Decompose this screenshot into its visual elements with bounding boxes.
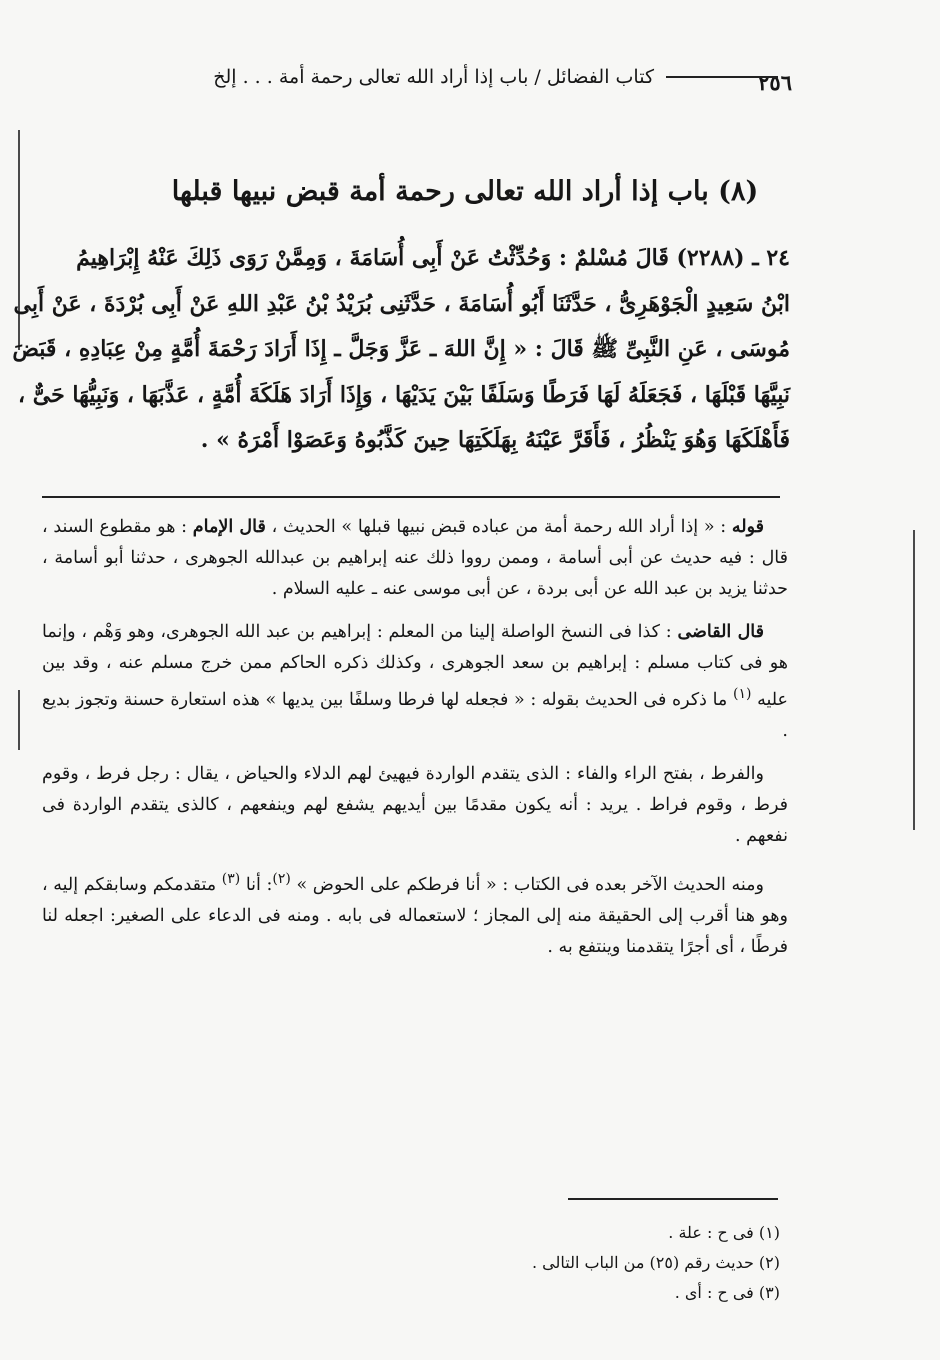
page-number: ٢٥٦ [758, 70, 792, 95]
commentary-text: ومنه الحديث الآخر بعده فى الكتاب : « أنا فرطكم على الحوض » [290, 874, 764, 895]
lead-term: قال القاضى [677, 622, 764, 642]
commentary-text: متقدمكم وسابقكم إليه ، وهو هنا أقرب إلى الحقيقة منه إلى المجاز ؛ لاستعماله فى بابه . ومنه فى الدعاء على الصغير: اجعله لنا فرطًا ، أى أجرًا يتقدمنا وينتفع به . [42, 874, 788, 957]
commentary-paragraph: والفرط ، بفتح الراء والفاء : الذى يتقدم الواردة فيهيئ لهم الدلاء والحياض ، يقال : رجل فرط ، وقوم فرط ، وقوم فراط . يريد : أنه يكون مقدمًا بين أيديهم يشفع لهم وينفعهم ، كالذى يتقدم الواردة فى نفعهم . [42, 763, 788, 846]
footnote-ref: (١) [732, 686, 752, 702]
commentary-text: ما ذكره فى الحديث بقوله : « فجعله لها فرطا وسلفًا بين يديها » هذه استعارة حسنة وتجوز بديع . [42, 689, 788, 741]
commentary-paragraph [42, 512, 788, 605]
footnote: (٢) حديث رقم (٢٥) من الباب التالى . [532, 1253, 780, 1272]
hadith-line: مُوسَى ، عَنِ النَّبِىِّ ﷺ قَالَ : « إِنَّ اللهَ ـ عَزَّ وَجَلَّ ـ إِذَا أَرَادَ رَحْمَةَ أُمَّةٍ مِنْ عِبَادِهِ ، قَبَضَ [12, 336, 790, 362]
footnote: (٣) فى ح : أى . [674, 1283, 780, 1302]
footnotes [420, 1218, 780, 1308]
running-header-title: كتاب الفضائل / باب إذا أراد الله تعالى رحمة أمة . . . إلخ [213, 66, 654, 88]
hadith-line: فَأَهْلَكَهَا وَهُوَ يَنْظُرُ ، فَأَقَرَّ عَيْنَهُ بِهَلَكَتِهَا حِينَ كَذَّبُوهُ وَعَصَوْا أَمْرَهُ » . [200, 427, 790, 453]
hadith-line: ٢٤ ـ (٢٢٨٨) قَالَ مُسْلمٌ : وَحُدِّثْتُ عَنْ أَبِى أُسَامَةَ ، وَمِمَّنْ رَوَى ذَلِكَ عَنْهُ إِبْرَاهِيمُ [76, 245, 790, 271]
hadith-line: ابْنُ سَعِيدٍ الْجَوْهَرِىُّ ، حَدَّثَنَا أَبُو أُسَامَةَ ، حَدَّثَنِى بُرَيْدُ بْنُ عَبْدِ اللهِ عَنْ أَبِى بُرْدَةَ ، عَنْ أَبِى [13, 290, 790, 317]
commentary-text: : أنا [240, 874, 273, 895]
commentary-paragraph [42, 617, 788, 747]
footnote-divider [568, 1198, 778, 1200]
running-header [30, 66, 790, 88]
right-scan-line [913, 530, 915, 830]
header-rule [666, 76, 778, 78]
lead-term: قال الإمام [192, 517, 266, 537]
section-title: (٨) باب إذا أراد الله تعالى رحمة أمة قبض نبيها قبلها [171, 176, 759, 207]
lead-term: قوله [731, 517, 765, 537]
footnote-ref: (٣) [221, 870, 241, 887]
commentary-text: : « إذا أراد الله رحمة أمة من عباده قبض نبيها قبلها » الحديث ، [265, 517, 732, 537]
left-scan-line-lower [18, 690, 20, 750]
commentary-text: : هو مقطوع السند ، قال : فيه حديث عن أبى أسامة ، وممن رووا ذلك عنه إبراهيم بن عبدالله الجوهرى ، حدثنا أبو أسامة ، حدثنا يزيد بن عبد الله عن أبى بردة ، عن أبى موسى عنه ـ عليه السلام . [42, 517, 788, 599]
hadith-text [12, 236, 790, 464]
commentary-paragraph [42, 864, 788, 963]
footnote-ref: (٢) [272, 870, 291, 887]
commentary [42, 512, 788, 975]
footnote: (١) فى ح : علة . [668, 1223, 780, 1242]
commentary-text: : كذا فى النسخ الواصلة إلينا من المعلم : إبراهيم بن عبد الله الجوهرى، وهو وَهْم ، وإنما هو فى كتاب مسلم : إبراهيم بن سعد الجوهرى ، وكذلك ذكره الحاكم ممن خرج مسلم عنه ، وقد بين عليه [42, 622, 788, 710]
hadith-line: نَبِيَّهَا قَبْلَهَا ، فَجَعَلَهُ لَهَا فَرَطًا وَسَلَفًا بَيْنَ يَدَيْهَا ، وَإِذَا أَرَادَ هَلَكَةَ أُمَّةٍ ، عَذَّبَهَا ، وَنَبِيُّهَا حَىٌّ ، [18, 381, 790, 408]
main-divider [42, 496, 780, 498]
